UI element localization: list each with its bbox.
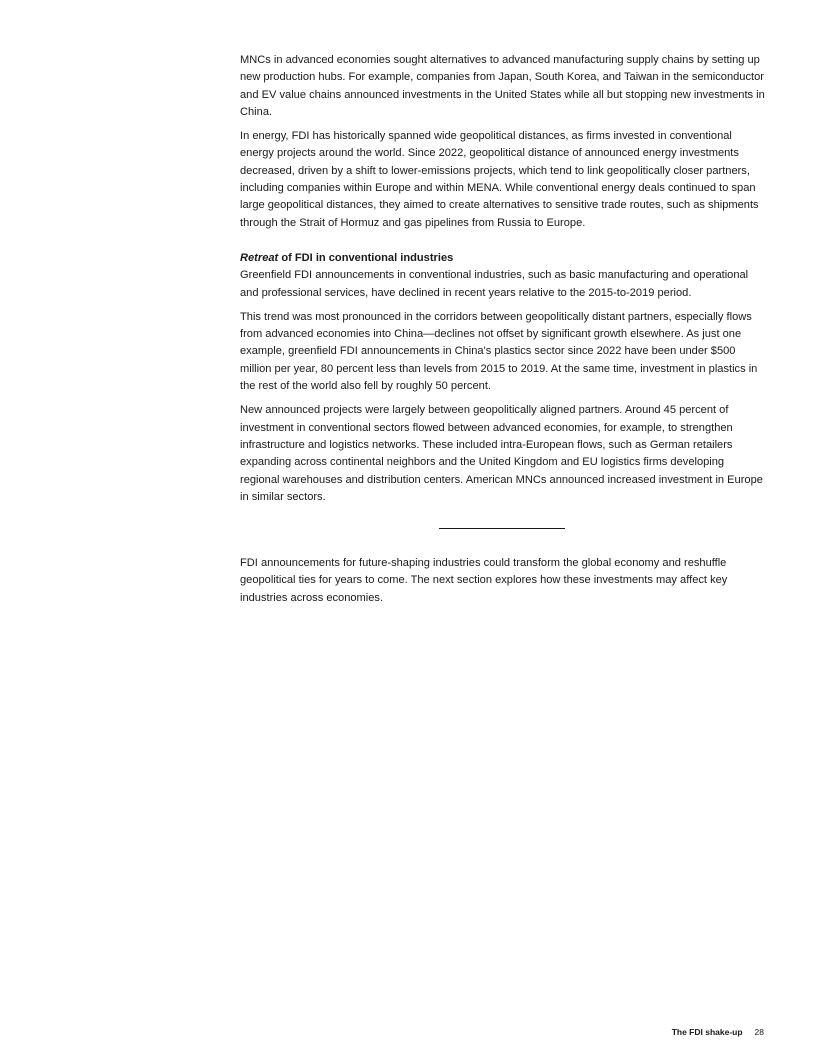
section-divider (439, 528, 565, 529)
section-paragraph: New announced projects were largely between geopolitically aligned partners. Around 45 percent of investment in conventional sectors flowed between advanced economies, for example, to strengthen infrastructure and logistics networks. These included intra-European flows, such as German retailers expanding across continental neighbors and the United Kingdom and EU logistics firms developing regional warehouses and distribution centers. American MNCs announced increased investment in Europe in similar sectors. (240, 404, 763, 503)
section-heading-emphasis: Retreat (240, 251, 279, 264)
section-paragraph: Greenfield FDI announcements in conventional industries, such as basic manufacturing and operational and professional services, have declined in recent years relative to the 2015-to-2019 period. (240, 269, 749, 299)
body-paragraph: In energy, FDI has historically spanned wide geopolitical distances, as firms invested in conventional energy projects around the world. Since 2022, geopolitical distance of announced energy investments decreased, driven by a shift to lower-emissions projects, which tend to link geopolitically closer partners, including companies within Europe and within MENA. While conventional energy deals continued to span large geopolitical distances, they aimed to create alternatives to sensitive trade routes, such as shipments through the Strait of Hormuz and gas pipelines from Russia to Europe. (240, 130, 759, 229)
main-content (240, 52, 766, 614)
page-number: 28 (754, 1027, 764, 1037)
conclusion-paragraph: FDI announcements for future-shaping industries could transform the global economy and reshuffle geopolitical ties for years to come. The next section explores how these investments may affect key industries across economies. (240, 557, 728, 604)
body-paragraph: MNCs in advanced economies sought alternatives to advanced manufacturing supply chains by setting up new production hubs. For example, companies from Japan, South Korea, and Taiwan in the semiconductor and EV value chains announced investments in the United States while all but stopping new investments in China. (240, 54, 765, 118)
section-heading-text: of FDI in conventional industries (278, 251, 454, 264)
section-heading (240, 250, 766, 267)
page-footer (672, 1026, 764, 1038)
footer-document-title: The FDI shake-up (671, 1027, 743, 1037)
section-paragraph: This trend was most pronounced in the corridors between geopolitically distant partners, especially flows from advanced economies into China—declines not offset by significant growth elsewhere. As just one example, greenfield FDI announcements in China's plastics sector since 2022 have been under $500 million per year, 80 percent less than levels from 2015 to 2019. At the same time, investment in plastics in the rest of the world also fell by roughly 50 percent. (240, 310, 758, 393)
